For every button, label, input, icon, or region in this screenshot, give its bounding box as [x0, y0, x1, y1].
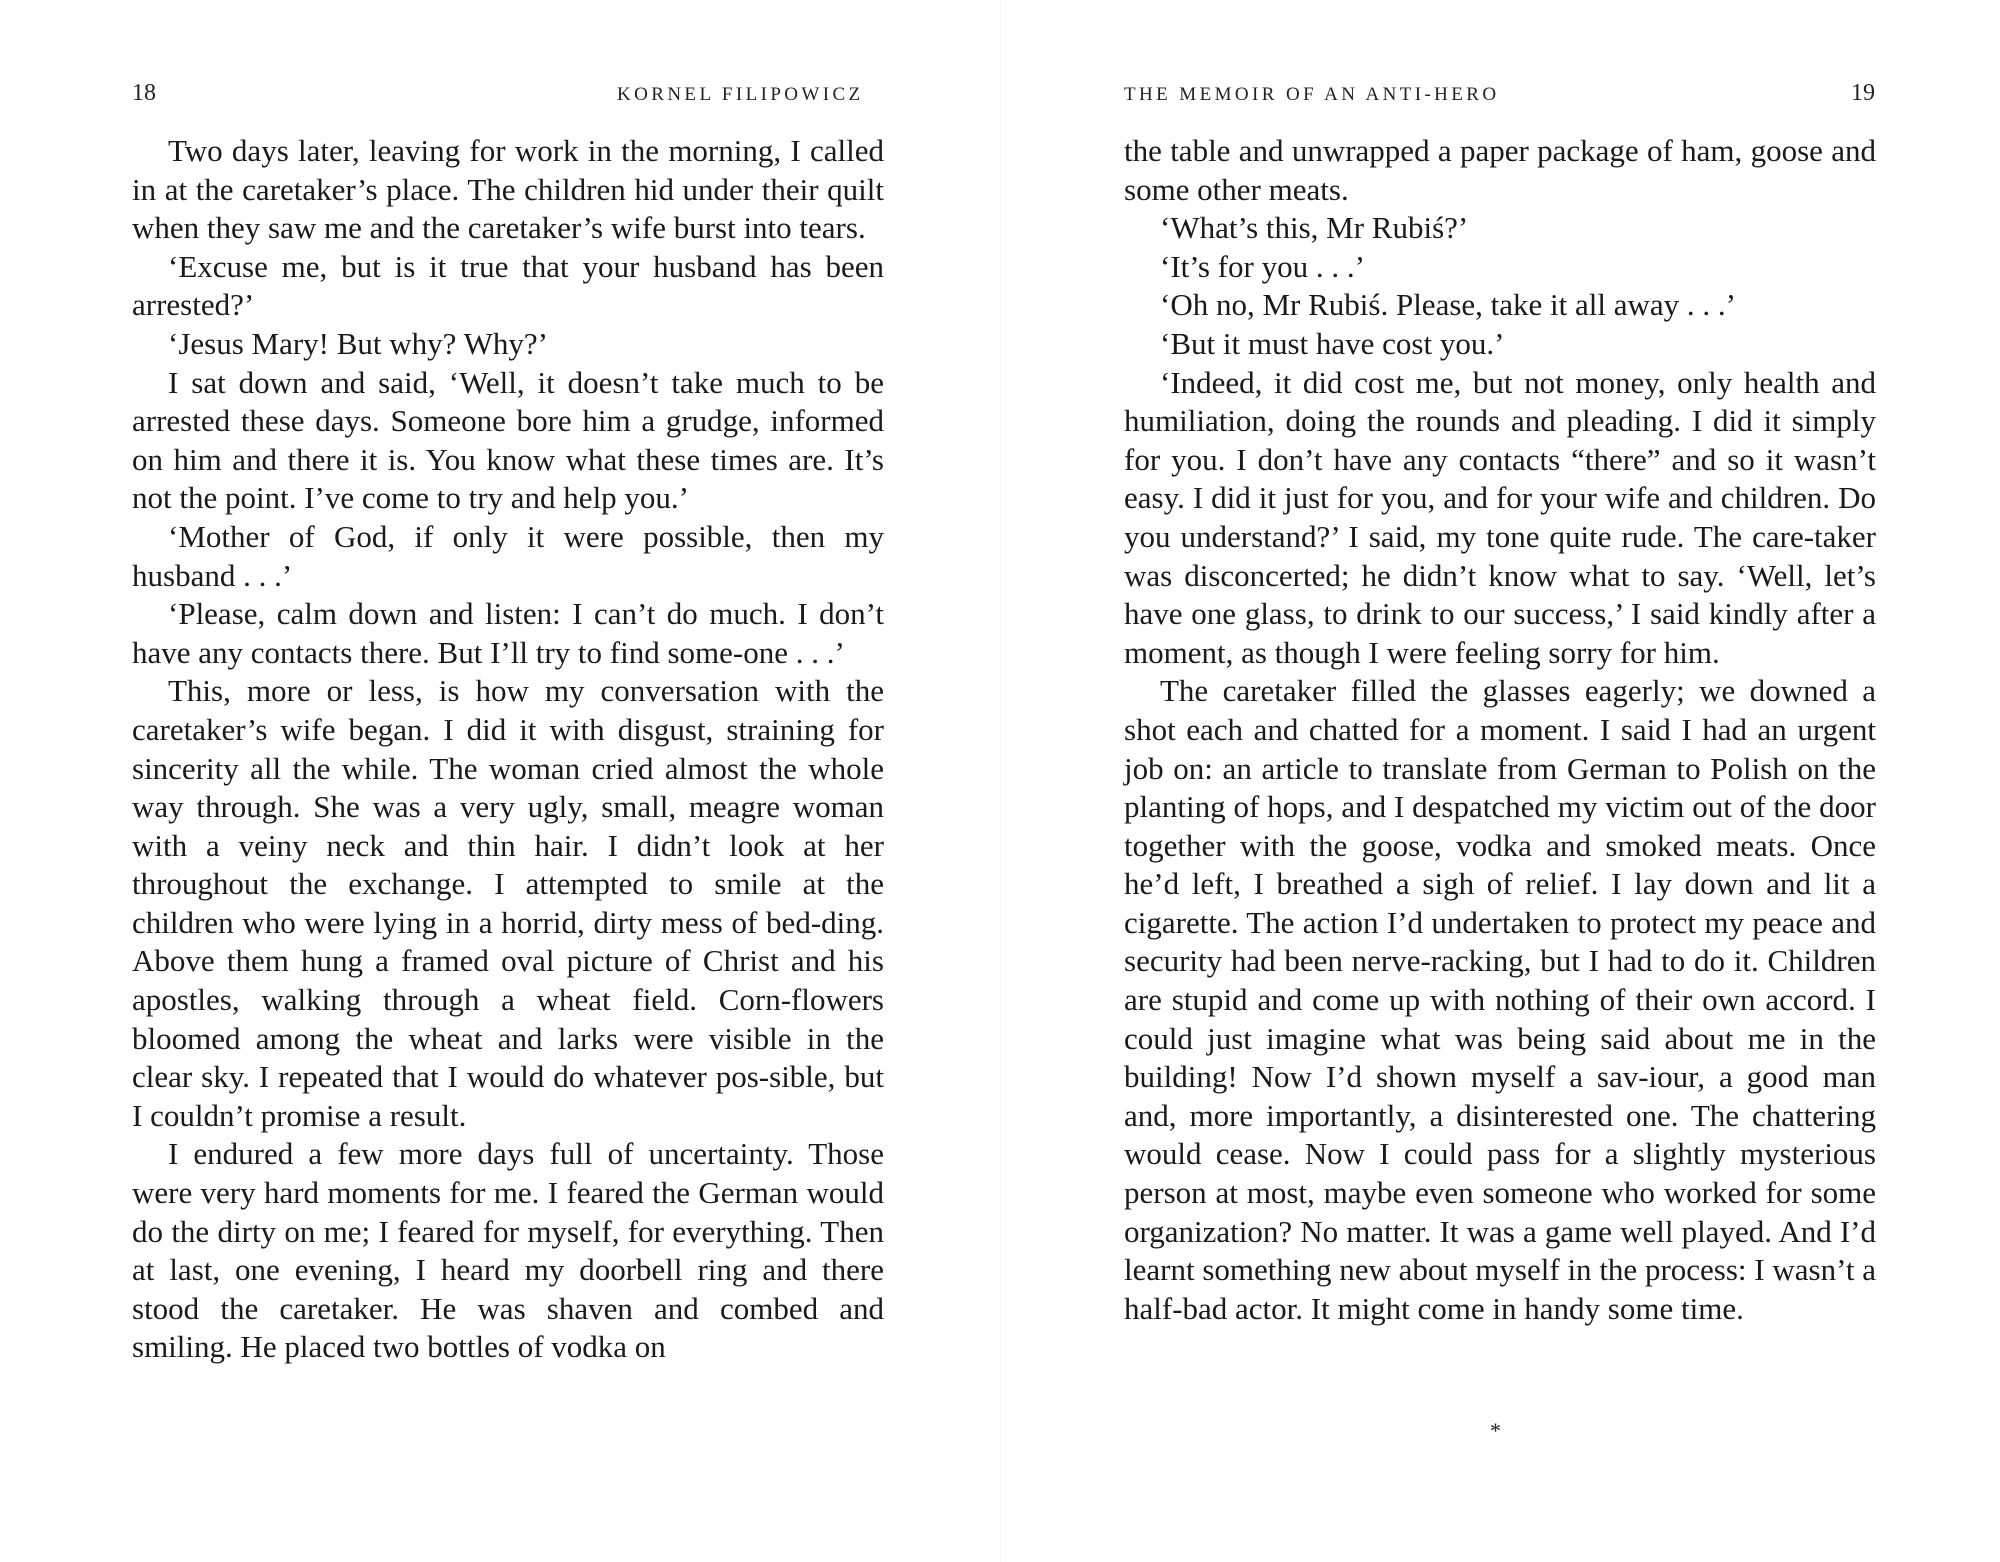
- paragraph: This, more or less, is how my conversation with the caretaker’s wife began. I did it with disgust, straining for sincerity all the while. The woman cried almost the whole way through. She was a very ugly, small, meagre woman with a veiny neck and thin hair. I didn’t look at her throughout the exchange. I attempted to smile at the children who were lying in a horrid, dirty mess of bed-ding. Above them hung a framed oval picture of Christ and his apostles, walking through a wheat field. Corn-flowers bloomed among the wheat and larks were visible in the clear sky. I repeated that I would do whatever pos-sible, but I couldn’t promise a result.: [132, 673, 884, 1133]
- running-head-title: THE MEMOIR OF AN ANTI-HERO: [1124, 84, 1500, 105]
- body-text: [132, 132, 884, 1367]
- paragraph: I endured a few more days full of uncertainty. Those were very hard moments for me. I feared the German would do the dirty on me; I feared for myself, for everything. Then at last, one evening, I heard my doorbell ring and there stood the caretaker. He was shaven and combed and smiling. He placed two bottles of vodka on: [132, 1136, 884, 1365]
- paragraph: ‘Oh no, Mr Rubiś. Please, take it all away . . .’: [1160, 287, 1736, 323]
- paragraph: ‘What’s this, Mr Rubiś?’: [1160, 210, 1469, 246]
- paragraph: the table and unwrapped a paper package of ham, goose and some other meats.: [1124, 133, 1876, 207]
- right-page: [1000, 0, 2000, 1562]
- page-number: 19: [1851, 80, 1875, 106]
- running-head-author: KORNEL FILIPOWICZ: [617, 84, 864, 105]
- paragraph: ‘Excuse me, but is it true that your husband has been arrested?’: [132, 248, 884, 323]
- paragraph: ‘But it must have cost you.’: [1160, 325, 1505, 361]
- paragraph: I sat down and said, ‘Well, it doesn’t take much to be arrested these days. Someone bore him a grudge, informed on him and there it is. You know what these times are. It’s not the point. I’ve come to try and help you.’: [132, 364, 884, 516]
- section-break-asterisk: *: [1490, 1418, 1501, 1443]
- page-number: 18: [132, 80, 156, 106]
- paragraph: ‘Mother of God, if only it were possible, then my husband . . .’: [132, 518, 884, 593]
- paragraph: ‘It’s for you . . .’: [1160, 248, 1365, 284]
- paragraph: The caretaker filled the glasses eagerly; we downed a shot each and chatted for a moment. I said I had an urgent job on: an article to translate from German to Polish on the planting of hops, and I despatched my victim out of the door together with the goose, vodka and smoked meats. Once he’d left, I breathed a sigh of relief. I lay down and lit a cigarette. The action I’d undertaken to protect my peace and security had been nerve-racking, but I had to do it. Children are stupid and come up with nothing of their own accord. I could just imagine what was being said about me in the building! Now I’d shown myself a sav-iour, a good man and, more importantly, a disinterested one. The chattering would cease. Now I could pass for a slightly mysterious person at most, maybe even someone who worked for some organization? No matter. It was a game well played. And I’d learnt something new about myself in the process: I wasn’t a half-bad actor. It might come in handy some time.: [1124, 673, 1876, 1326]
- paragraph: ‘Please, calm down and listen: I can’t do much. I don’t have any contacts there. But I’ll try to find some-one . . .’: [132, 596, 884, 670]
- paragraph: ‘Indeed, it did cost me, but not money, only health and humiliation, doing the rounds and pleading. I did it simply for you. I don’t have any contacts “there” and so it wasn’t easy. I did it just for you, and for your wife and children. Do you understand?’ I said, my tone quite rude. The care-taker was disconcerted; he didn’t know what to say. ‘Well, let’s have one glass, to drink to our success,’ I said kindly after a moment, as though I were feeling sorry for him.: [1124, 364, 1876, 670]
- paragraph: Two days later, leaving for work in the morning, I called in at the caretaker’s place. The children hid under their quilt when they saw me and the caretaker’s wife burst into tears.: [132, 133, 884, 246]
- paragraph: ‘Jesus Mary! But why? Why?’: [168, 325, 548, 361]
- body-text: [1124, 132, 1876, 1328]
